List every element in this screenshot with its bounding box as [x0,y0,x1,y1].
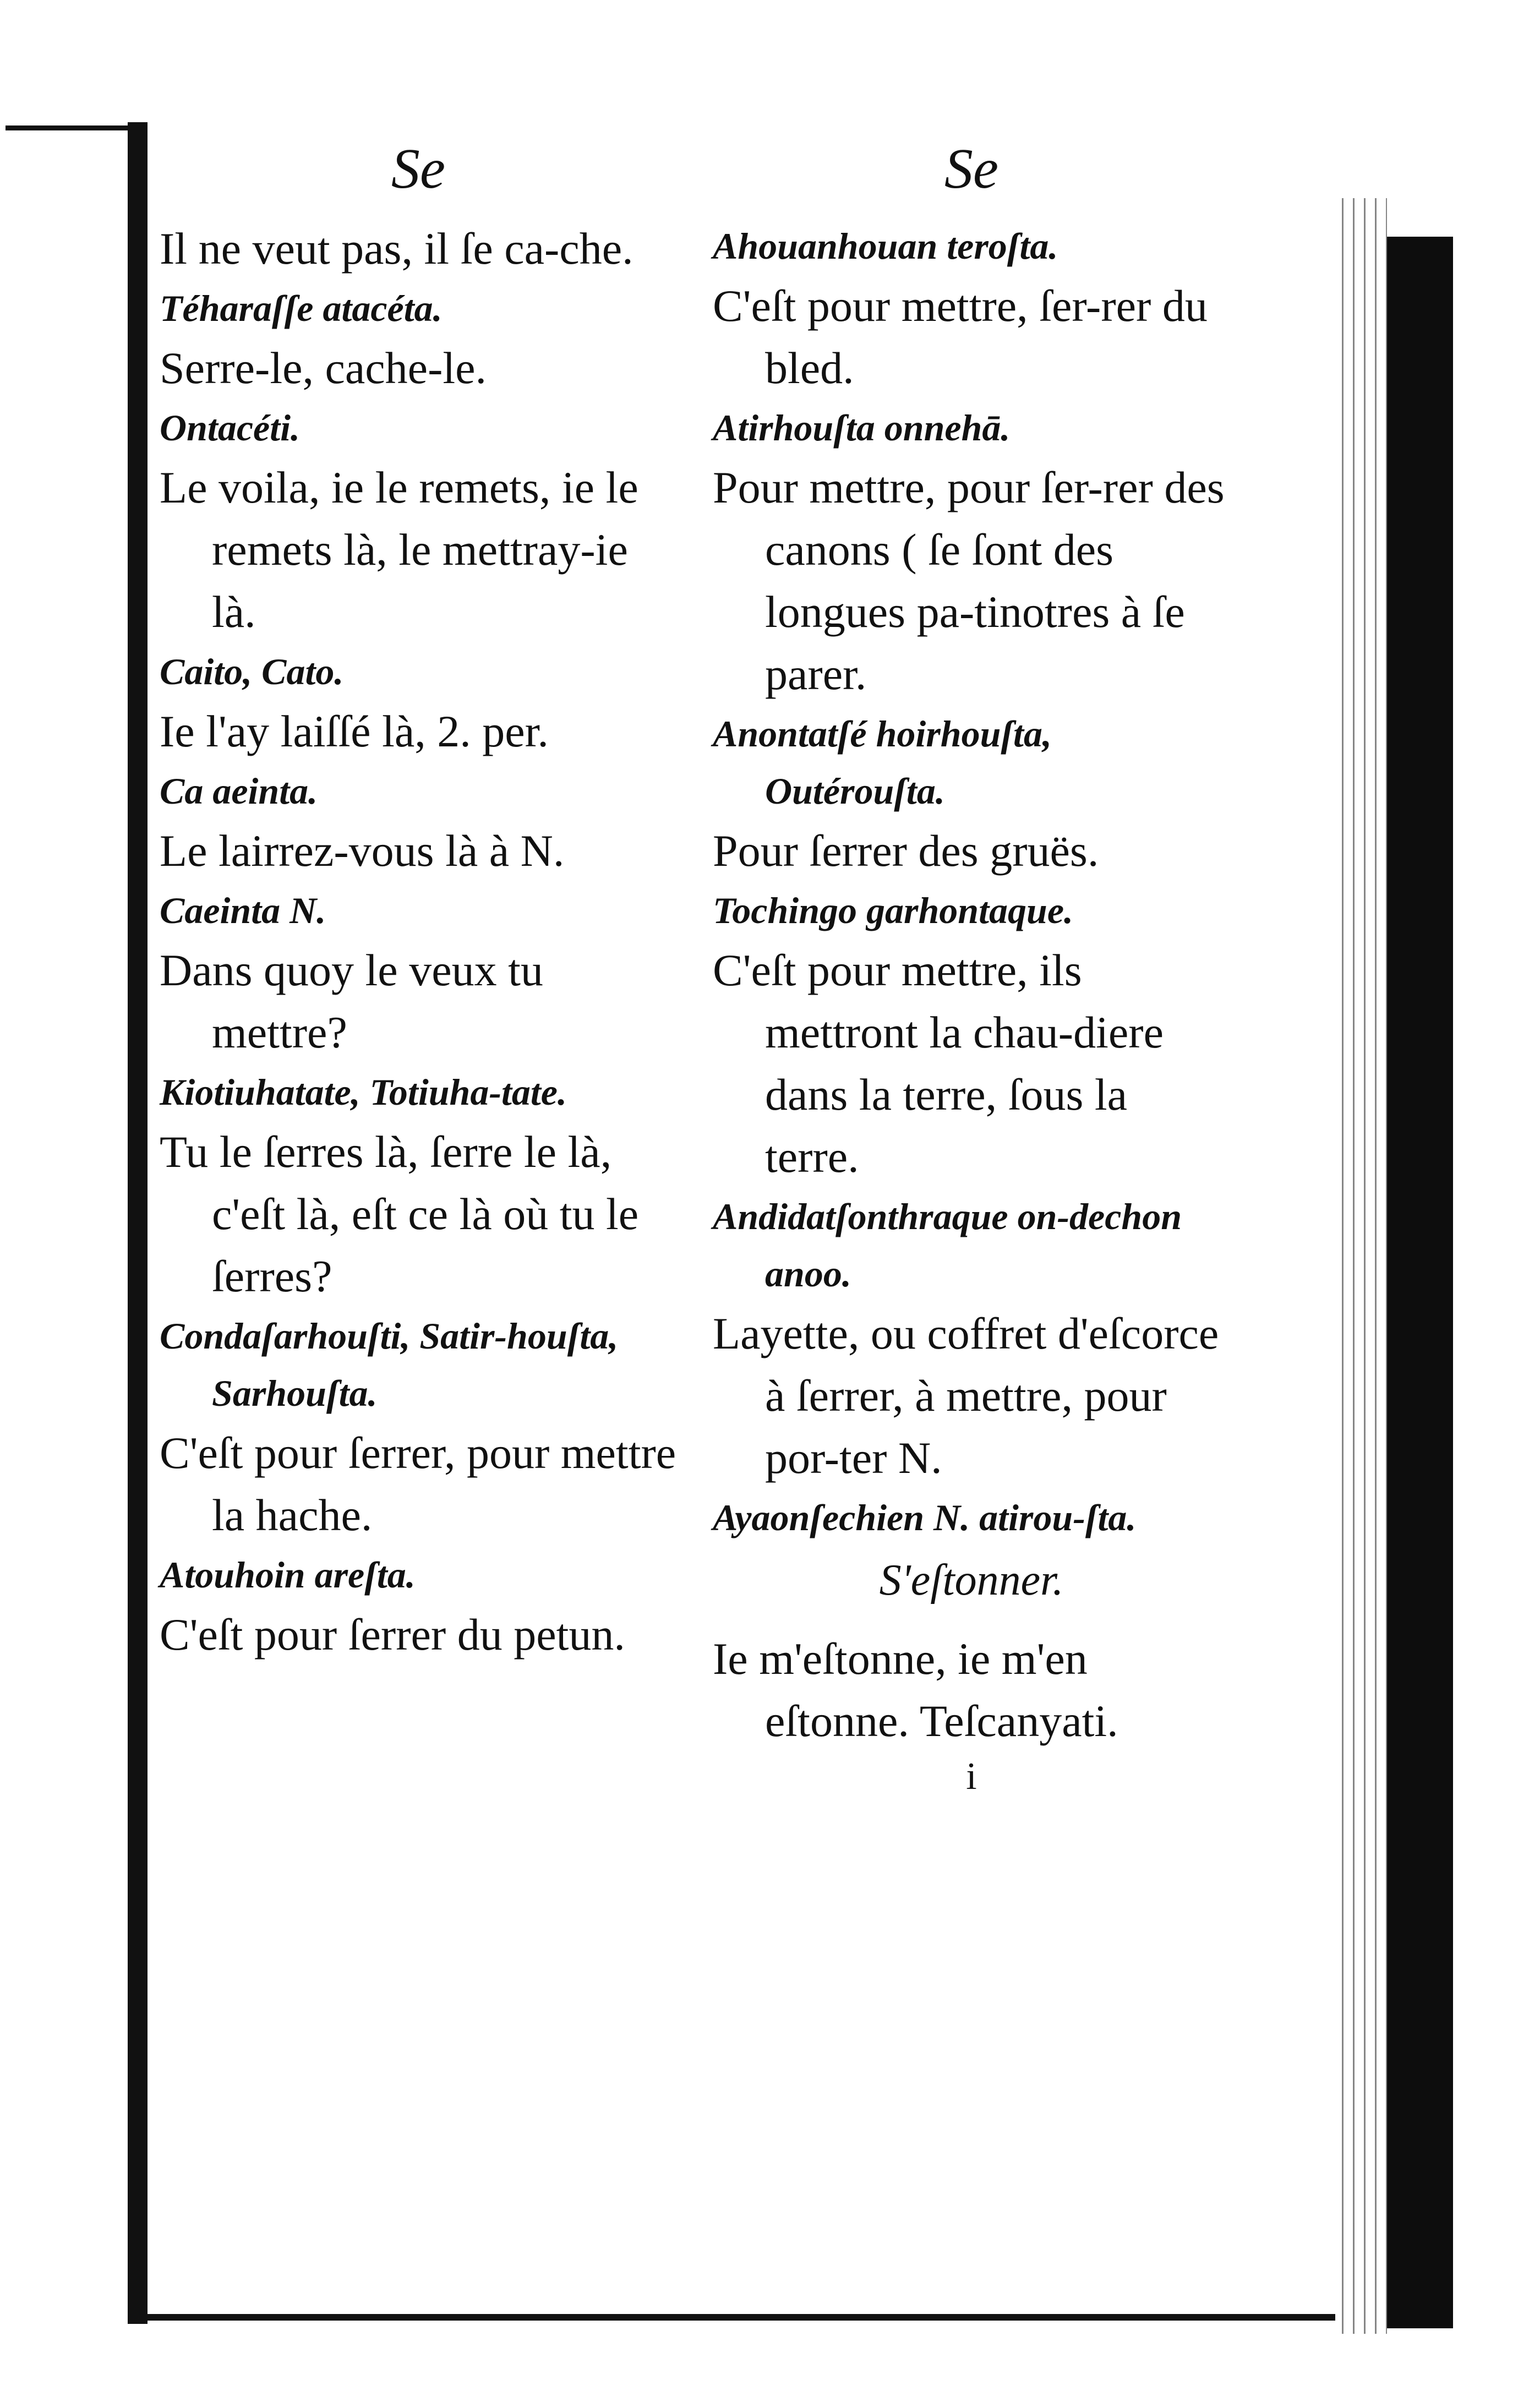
entry-huron: Andidatſonthraque on-dechon anoo. [713,1196,1182,1295]
entry-huron: Anontatſé hoirhouſta, Outérouſta. [713,713,1052,812]
entry-french: Pour mettre, pour ſer-rer des canons ( ſe ſont des longues pa-tinotres à ſe parer. [713,462,1225,699]
left-column [160,137,677,1666]
entry-french: Serre-le, cache-le. [160,343,487,393]
entry-french: Dans quoy le veux tu mettre? [160,945,543,1057]
entry-french: Ie m'eſtonne, ie m'en eſtonne. Teſcanyati. [713,1634,1118,1746]
entry-huron: Atirhouſta onnehā. [713,407,1011,449]
entry-french: C'eſt pour ſerrer, pour mettre la hache. [160,1428,676,1540]
section-subheading: S'eſtonner. [879,1556,1064,1604]
running-head-right: Se [944,137,999,200]
page-frame-bottom-rule [135,2314,1335,2321]
page-frame-left-rule [128,122,148,2324]
entry-french: Le voila, ie le remets, ie le remets là, le mettray-ie là. [160,462,638,637]
right-column [713,137,1230,1802]
entry-huron: Ontacéti. [160,407,300,449]
entry-huron: Caeinta N. [160,889,326,931]
entry-french: Il ne veut pas, il ſe ca-che. [160,223,634,274]
page-edge-dark [1387,237,1453,2328]
entry-huron: Kiotiuhatate, Totiuha-tate. [160,1071,567,1113]
entry-french: Le lairrez-vous là à N. [160,826,565,876]
entry-huron: Condaſarhouſti, Satir-houſta, Sarhouſta. [160,1315,619,1414]
catchword: i [966,1755,977,1798]
entry-huron: Tochingo garhontaque. [713,889,1073,931]
entry-french: C'eſt pour ſerrer du petun. [160,1609,625,1660]
entry-huron: Atouhoin areſta. [160,1554,416,1596]
entry-huron: Ahouanhouan teroſta. [713,225,1058,267]
entry-huron: Ca aeinta. [160,770,318,812]
binding-shadow [1337,198,1387,2334]
entry-huron: Téharaſſe atacéta. [160,287,443,329]
entry-french: Tu le ſerres là, ſerre le là, c'eſt là, eſt ce là où tu le ſerres? [160,1127,639,1301]
running-head-left: Se [391,137,446,200]
entry-huron: Ayaonſechien N. atirou-ſta. [713,1497,1137,1538]
entry-french: Ie l'ay laiſſé là, 2. per. [160,706,549,756]
page-frame-top-rule [6,125,143,130]
entry-french: Layette, ou coffret d'eſcorce à ſerrer, à mettre, pour por-ter N. [713,1308,1219,1483]
entry-french: C'eſt pour mettre, ſer-rer du bled. [713,281,1208,393]
entry-french: Pour ſerrer des gruës. [713,826,1099,876]
entry-french: C'eſt pour mettre, ils mettront la chau-diere dans la terre, ſous la terre. [713,945,1164,1182]
entry-huron: Caito, Cato. [160,651,344,692]
